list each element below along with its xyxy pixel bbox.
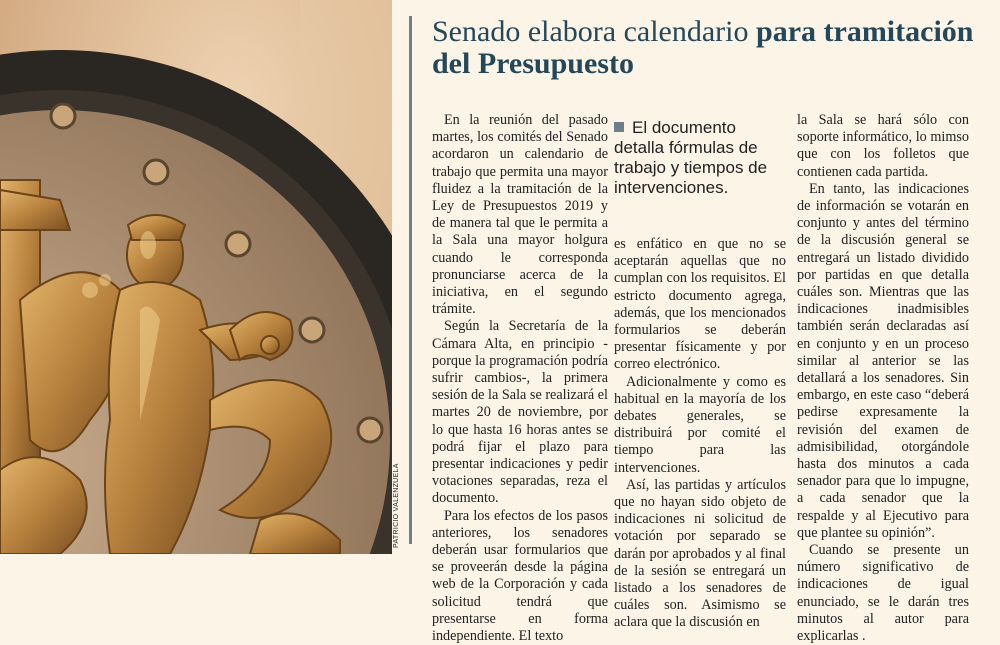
column-rule — [409, 16, 412, 544]
square-bullet-icon — [614, 122, 624, 132]
paragraph: En la reunión del pasado martes, los comités del Senado acordaron un calendario de trabajo que permita una mayor fluidez a la tramitación de la Ley de Presupuestos 2019 y de manera tal que le permita a la Sala una mayor holgura cuando le corresponda pronunciarse acerca de la iniciativa, en el segundo trámite. — [432, 112, 608, 318]
pull-quote-text: El documento detalla fórmulas de trabajo y tiempos de intervenciones. — [614, 118, 768, 197]
paragraph: Según la Secretaría de la Cámara Alta, en principio -porque la programación podría sufrir cambios-, la primera sesión de la Sala se realizará el martes 20 de noviembre, por lo que hasta 16 horas antes se podrá fijar el plazo para presentar indicaciones y pedir votaciones separadas, reza el documento. — [432, 318, 608, 507]
sculpture-relief-image — [0, 0, 392, 554]
headline-bold: para tramitación del Presupuesto — [432, 15, 974, 80]
article-photo — [0, 0, 392, 554]
paragraph: Para los efectos de los pasos anteriores, los senadores deberán usar formularios que se proveerán desde la página web de la Corporación y cada solicitud tendrá que presentarse en forma independiente. El texto — [432, 507, 608, 645]
paragraph: Así, las partidas y artículos que no hayan sido objeto de indicaciones ni solicitud de votación por separado se darán por aprobados y al final de la sesión se entregará un listado a los senadores de cuáles son. Asimismo se aclara que la discusión en — [614, 476, 786, 631]
pull-quote — [614, 118, 784, 198]
paragraph: la Sala se hará sólo con soporte informático, lo mimso que con los folletos que contienen cada partida. — [797, 112, 969, 180]
photo-credit-text: PATRICIO VALENZUELA — [393, 463, 400, 548]
body-column-1 — [432, 112, 608, 645]
photo-credit — [392, 458, 406, 548]
paragraph: Adicionalmente y como es habitual en la mayoría de los debates generales, se distribuirá por comité el tiempo para las intervenciones. — [614, 373, 786, 476]
article-headline — [432, 16, 992, 80]
paragraph: Cuando se presente un número significativo de indicaciones de igual enunciado, se le darán tres minutos al autor para explicarlas . — [797, 542, 969, 645]
body-column-2 — [614, 236, 786, 632]
headline-light: Senado elabora calendario — [432, 15, 757, 48]
paragraph: En tanto, las indicaciones de información se votarán en conjunto y antes del término de la discusión general se entregará un listado dividido por partidas en que detalla cuáles son. Mientras que las indicaciones inadmisibles también serán declaradas así en conjunto y en un proceso similar al anterior se las detallará a los senadores. Sin embargo, en este caso “deberá pedirse expresamente la revisión del examen de admisibilidad, otorgándole hasta dos minutos a cada senador para que lo impugne, a cada senador que la respalde y al Ejecutivo para que plantee su opinión”. — [797, 180, 969, 541]
body-column-3 — [797, 112, 969, 645]
paragraph: es enfático en que no se aceptarán aquellas que no cumplan con los requisitos. El estricto documento agrega, además, que los mencionados formularios se deberán presentar físicamente y por correo electrónico. — [614, 236, 786, 373]
